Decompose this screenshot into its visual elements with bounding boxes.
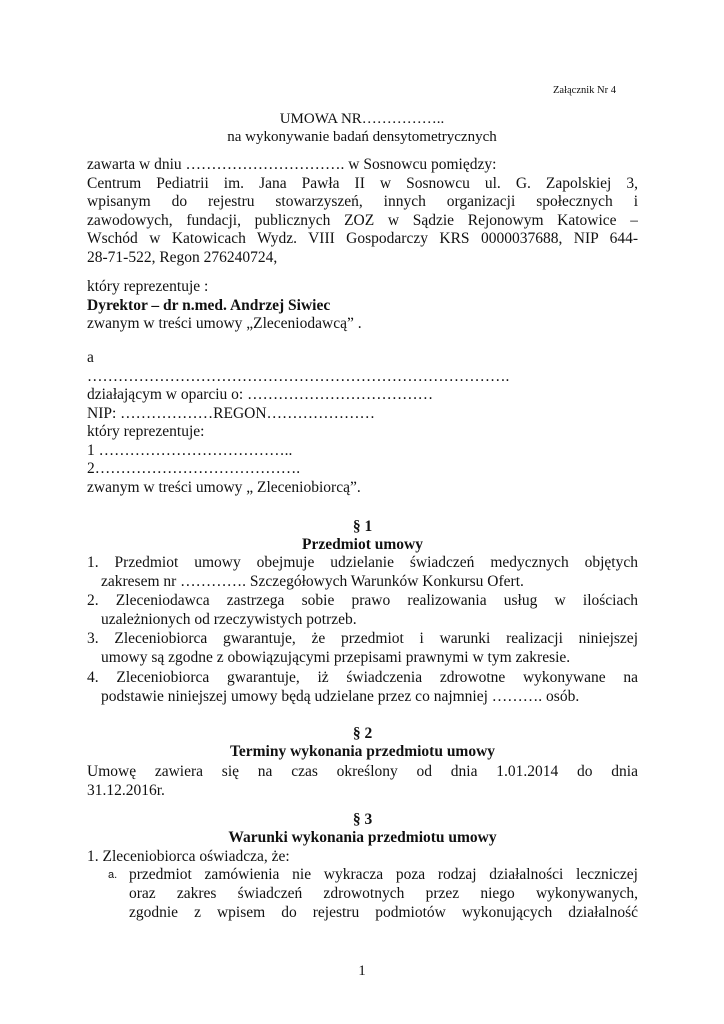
intro-line: Centrum Pediatrii im. Jana Pawła II w Sosnowcu ul. G. Zapolskiej 3, — [87, 174, 638, 192]
contractor-line: działającym w oparciu o: ……………………………… — [87, 386, 434, 403]
section-2-line: 31.12.2016r. — [87, 782, 165, 799]
section-1-number: § 1 — [352, 518, 373, 535]
section-3-heading: Warunki wykonania przedmiotu umowy — [228, 829, 497, 846]
item-line: zakresem nr …………. Szczegółowych Warunków Konkursu Ofert. — [101, 573, 524, 590]
contract-subtitle: na wykonywanie badań densytometrycznych — [227, 129, 497, 145]
representative-label: który reprezentuje : — [87, 278, 209, 295]
section-1-item — [87, 591, 638, 629]
intro-line: zawodowych, fundacji, publicznych ZOZ w Sądzie Rejonowym Katowice – — [87, 211, 638, 229]
sub-item-line: zgodnie z wpisem do rejestru podmiotów wykonujących działalność — [129, 904, 638, 921]
representative-block — [87, 278, 638, 334]
contractor-line: a — [87, 349, 94, 366]
contractor-line: który reprezentuje: — [87, 423, 205, 440]
item-line: uzależnionych od rzeczywistych potrzeb. — [101, 611, 357, 628]
section-2-heading: Terminy wykonania przedmiotu umowy — [229, 743, 496, 760]
contract-title: UMOWA NR…………….. — [279, 111, 445, 127]
contractor-line: 2…………………………………. — [87, 460, 301, 477]
page-number: 1 — [358, 963, 366, 979]
contractor-line: ………………………………………………………………………. — [87, 367, 510, 385]
intro-line: zawarta w dniu …………………………. w Sosnowcu pomiędzy: — [87, 156, 497, 173]
item-line: umowy są zgodne z obowiązującymi przepisami prawnymi w tym zakresie. — [101, 649, 571, 666]
item-line: podstawie niniejszej umowy będą udzielane przez co najmniej ………. osób. — [101, 688, 580, 705]
section-3-number: § 3 — [352, 811, 373, 828]
sub-item-label: a. — [108, 869, 118, 881]
contractor-line: NIP: ………………REGON………………… — [87, 404, 376, 422]
item-line: 2. Zleceniodawca zastrzega sobie prawo realizowania usług w ilościach — [87, 592, 638, 609]
attachment-label: Załącznik Nr 4 — [553, 85, 616, 96]
contractor-line: zwanym w treści umowy „ Zleceniobiorcą”. — [87, 478, 361, 496]
section-1-item — [87, 553, 638, 591]
section-3-intro-line: 1. Zleceniobiorca oświadcza, że: — [87, 848, 290, 865]
section-1-item — [87, 629, 638, 667]
representative-role: zwanym w treści umowy „Zleceniodawcą” . — [87, 315, 362, 332]
section-1-item — [87, 668, 638, 706]
sub-item-line: oraz zakres świadczeń zdrowotnych przez niego wykonywanych, — [129, 885, 638, 902]
contractor-line: 1 ……………………………….. — [87, 441, 293, 459]
contractor-block — [87, 349, 638, 497]
section-3-sub-item — [129, 865, 638, 922]
item-line: 3. Zleceniobiorca gwarantuje, że przedmiot i warunki realizacji niniejszej — [87, 630, 638, 647]
section-2-number: § 2 — [352, 725, 373, 742]
item-line: 4. Zleceniobiorca gwarantuje, iż świadczenia zdrowotne wykonywane na — [87, 669, 638, 686]
intro-paragraph — [87, 156, 638, 267]
section-2-paragraph — [87, 762, 638, 800]
sub-item-line: przedmiot zamówienia nie wykracza poza rodzaj działalności leczniczej — [129, 866, 638, 883]
section-1-heading: Przedmiot umowy — [302, 536, 423, 553]
item-line: 1. Przedmiot umowy obejmuje udzielanie świadczeń medycznych objętych — [87, 554, 638, 571]
intro-line: Wschód w Katowicach Wydz. VIII Gospodarczy KRS 0000037688, NIP 644- — [87, 230, 638, 247]
section-3-intro — [87, 847, 638, 866]
section-2-line: Umowę zawiera się na czas określony od dnia 1.01.2014 do dnia — [87, 763, 638, 780]
intro-line: 28-71-522, Regon 276240724, — [87, 248, 278, 266]
intro-line: wpisanym do rejestru stowarzyszeń, innych organizacji społecznych i — [87, 193, 638, 210]
representative-name: Dyrektor – dr n.med. Andrzej Siwiec — [87, 296, 331, 314]
